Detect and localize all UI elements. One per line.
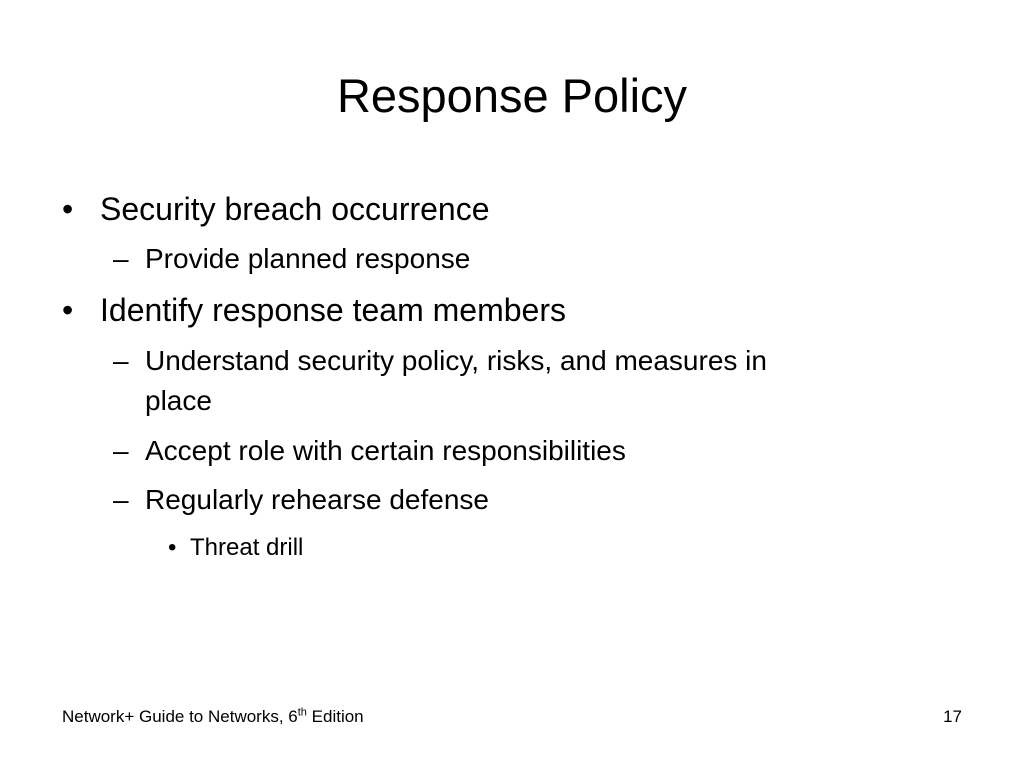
dash-marker: –: [113, 435, 129, 466]
dash-marker: –: [113, 243, 129, 274]
page-number: 17: [943, 707, 962, 726]
bullet-text: Identify response team members: [100, 292, 566, 328]
sub-bullet-text: Understand security policy, risks, and measures in: [145, 345, 767, 376]
sub-bullet-text: place: [145, 385, 212, 416]
footer-book-title: [62, 706, 364, 728]
sub-bullet-text: Regularly rehearse defense: [145, 484, 489, 515]
slide-title: Response Policy: [336, 69, 688, 122]
bullet-marker: •: [168, 534, 177, 561]
footer-book-superscript: th: [297, 706, 307, 719]
footer-book-suffix: Edition: [306, 707, 364, 726]
footer-book-prefix: Network+ Guide to Networks, 6: [62, 707, 298, 726]
dash-marker: –: [113, 345, 129, 376]
bullet-marker: •: [62, 292, 74, 328]
dash-marker: –: [113, 484, 129, 515]
bullet-marker: •: [62, 191, 74, 227]
sub-sub-bullet-text: Threat drill: [190, 534, 304, 561]
sub-bullet-text: Provide planned response: [145, 243, 471, 274]
sub-bullet-text: Accept role with certain responsibilities: [145, 435, 626, 466]
bullet-text: Security breach occurrence: [100, 191, 490, 227]
